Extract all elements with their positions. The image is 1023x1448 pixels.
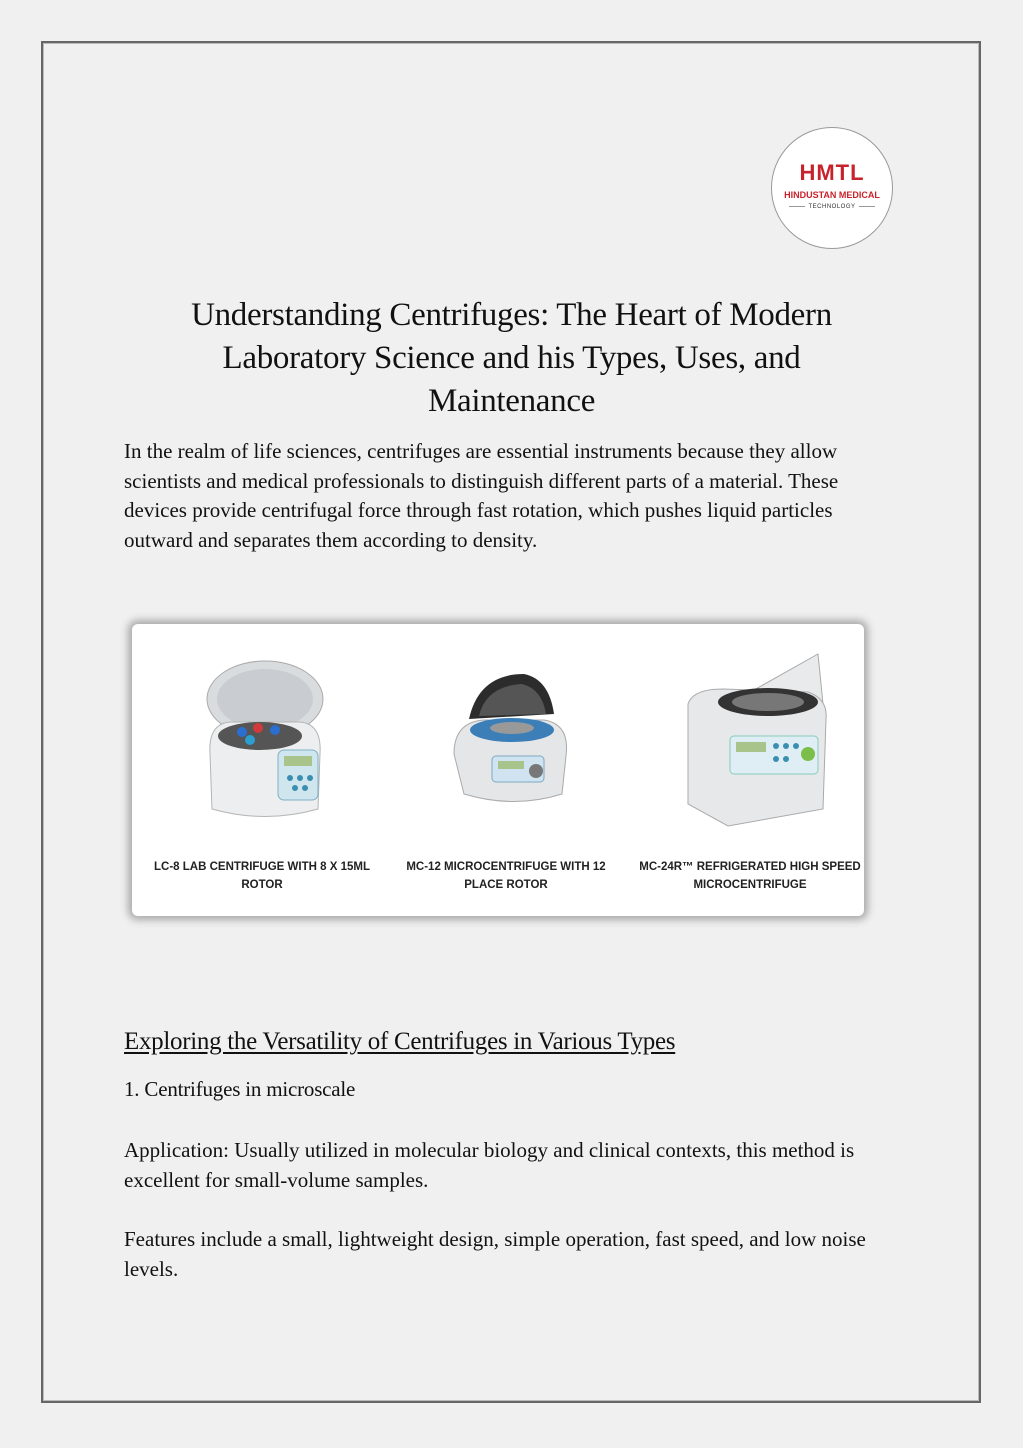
product-label: MC-24R™ REFRIGERATED HIGH SPEED MICROCENTRIFUGE: [639, 861, 861, 891]
logo-tagline: TECHNOLOGY: [772, 203, 892, 211]
page-title: Understanding Centrifuges: The Heart of Modern Laboratory Science and his Types, Uses, and Maintenance: [191, 297, 832, 419]
product-card: [140, 624, 384, 916]
product-label: MC-12 MICROCENTRIFUGE WITH 12 PLACE ROTOR: [406, 861, 606, 891]
product-card: [384, 624, 628, 916]
intro-paragraph: In the realm of life sciences, centrifuges are essential instruments because they allow scientists and medical professionals to distinguish different parts of a material. These devices provide centrifugal force through fast rotation, which pushes liquid particles outward and separates them according to density.: [124, 439, 839, 552]
product-image-strip: [132, 624, 864, 916]
microcentrifuge-image: [424, 644, 589, 829]
logo-name: HINDUSTAN MEDICAL: [784, 190, 880, 200]
company-logo: [771, 127, 893, 249]
section-subheading: 1. Centrifuges in microscale: [124, 1077, 356, 1101]
features-paragraph: Features include a small, lightweight design, simple operation, fast speed, and low noise levels.: [124, 1227, 866, 1281]
application-paragraph: Application: Usually utilized in molecular biology and clinical contexts, this method is excellent for small-volume samples.: [124, 1138, 855, 1192]
lab-centrifuge-image: [180, 644, 345, 829]
product-card: [628, 624, 864, 916]
refrigerated-centrifuge-image: [668, 644, 833, 829]
logo-mark: HMTL: [799, 160, 865, 185]
product-label: LC-8 LAB CENTRIFUGE WITH 8 X 15ML ROTOR: [154, 861, 370, 891]
section-heading: Exploring the Versatility of Centrifuges in Various Types: [124, 1028, 676, 1055]
